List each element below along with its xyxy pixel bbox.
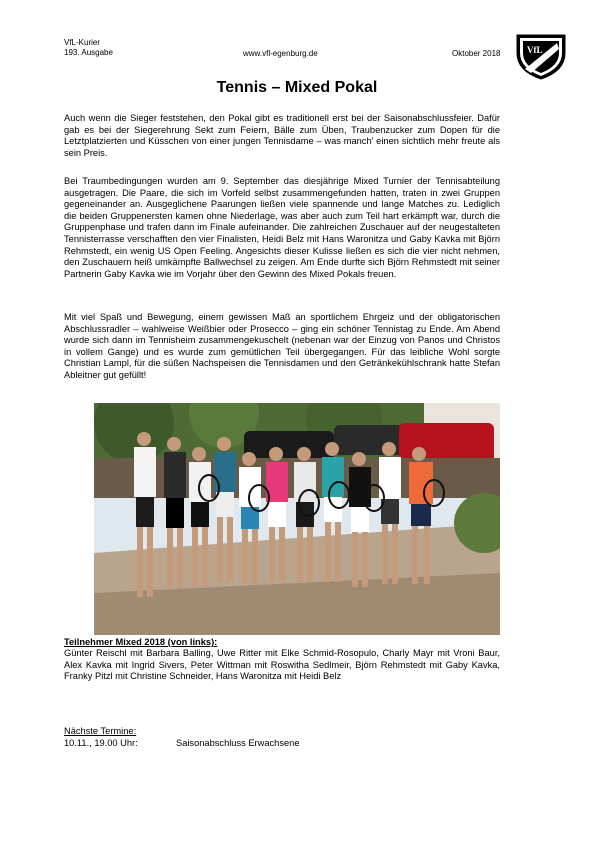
svg-text:VfL: VfL [527,45,543,55]
next-dates-heading: Nächste Termine: [64,726,137,736]
article-paragraph: Bei Traumbedingungen wurden am 9. September das diesjährige Mixed Turnier der Tennisabteilung ausgetragen. Die Paare, die sich im Vorfeld selbst zusammengefunden hatten, traten in zwei Gruppen gegeneinander an. Ausgeglichene Paarungen ließen viele spannende und lange Matches zu. Lediglich die beiden Gruppenersten kamen ohne Niederlage, was aber auch zum Teil hart erkämpft war, durch die Gruppenphase und trafen dann im Finale aufeinander. Die zahlreichen Zuschauer auf der neugestalteten Tennisterrasse verschafften den vier Finalisten, Heidi Belz mit Hans Waronitza und Gaby Kavka mit Björn Rehmstedt, ein wenig US Open Feeling. Angesichts dieser Kulisse ließen es sich die vier nicht nehmen, den Zuschauern heiß umkämpfte Ballwechsel zu zeigen. Am Ende durfte sich Björn Rehmstedt mit seiner Partnerin Gaby Kavka wie im Vorjahr über den Gewinn des Mixed Pokals freuen. [64,176,500,279]
issue-number: 193. Ausgabe [64,48,113,57]
photo-caption-title: Teilnehmer Mixed 2018 (von links): [64,637,218,647]
next-date-event: Saisonabschluss Erwachsene [176,738,300,748]
article-paragraph: Mit viel Spaß und Bewegung, einem gewissen Maß an sportlichem Ehrgeiz und der obligatorischen Abschlussradler – wahlweise Weißbier oder Prosecco – ging ein schöner Tennistag zu Ende. Am Abend wurde sich dann im Tennisheim zusammengekuschelt (nebenan war der Einzug von Panos und Christos in vollem Gange) und es wurde zum gemütlichen Teil übergegangen. Für das leibliche Wohl sorgte Christian Lampl, für die süßen Nachspeisen die Tennisdamen und den Getränkekühlschrank hatte Stefan Ableitner gut gefüllt! [64,312,500,380]
header-publication-block [64,38,113,58]
issue-date: Oktober 2018 [452,49,501,58]
next-date-item [64,738,300,749]
club-logo [513,29,569,81]
next-date-time: 10.11., 19.00 Uhr: [64,738,138,748]
article-title: Tennis – Mixed Pokal [216,79,378,96]
team-photo [94,403,500,635]
website-link[interactable]: www.vfl-egenburg.de [243,49,318,58]
publication-name: VfL-Kurier [64,38,101,47]
photo-caption-text: Günter Reischl mit Barbara Balling, Uwe Ritter mit Elke Schmid-Rosopulo, Charly Mayr mit Vroni Baur, Alex Kavka mit Ingrid Sivers, Peter Wittman mit Roswitha Sedlmeir, Björn Rehmstedt mit Gaby Kavka, Franky Pitzl mit Christine Schneider, Hans Waronitza mit Heidi Belz [64,648,500,682]
article-paragraph: Auch wenn die Sieger feststehen, den Pokal gibt es traditionell erst bei der Saisonabschlussfeier. Dafür gab es bei der Siegerehrung Sekt zum Feiern, Bälle zum Üben, Traubenzucker zum Dopen für die Letztplatzierten und Küsschen von einer jungen Tennisdame – was manch' einen sichtlich mehr freute als sein Preis. [64,113,500,158]
